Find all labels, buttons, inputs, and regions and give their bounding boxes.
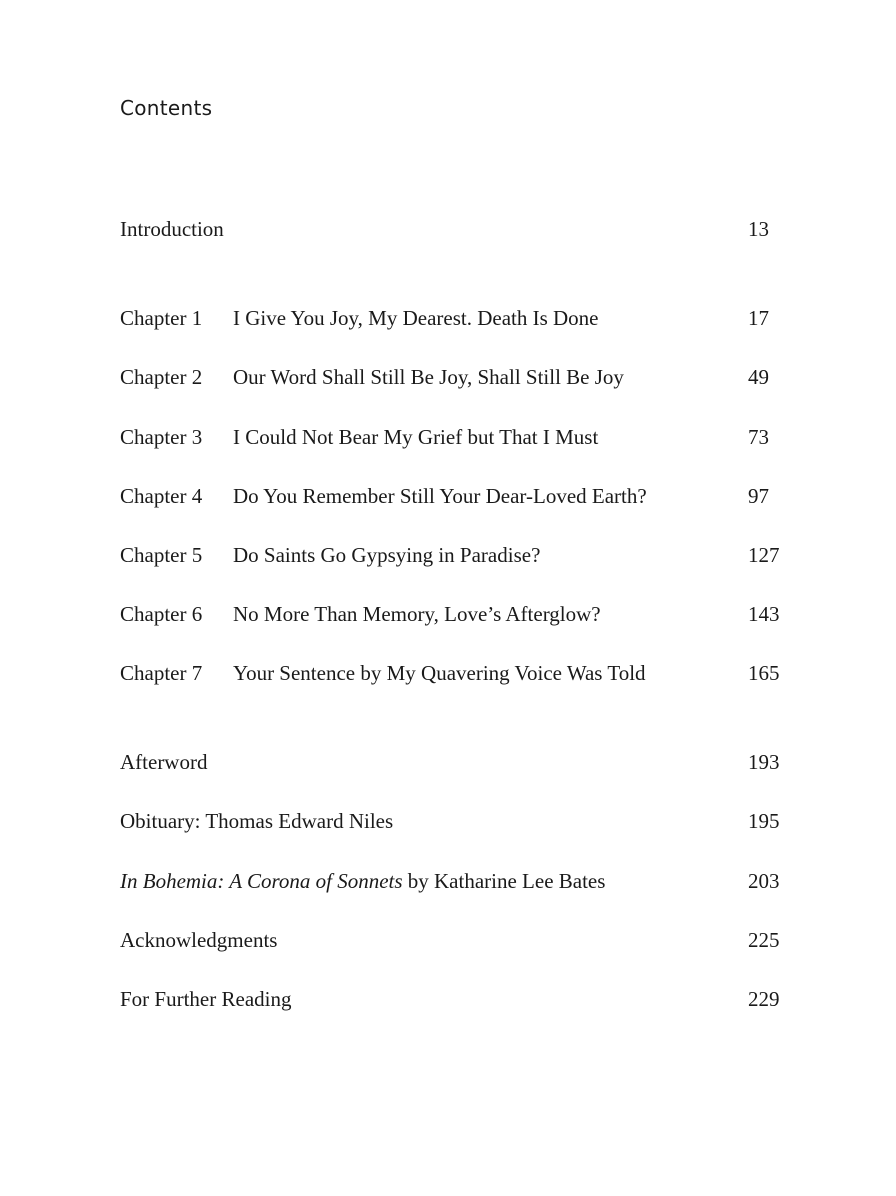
page-number: 73 [748, 425, 769, 449]
toc-entry-afterword [120, 747, 800, 777]
chapter-title: Do You Remember Still Your Dear-Loved Earth? [233, 484, 647, 508]
toc-entry-chapter-1 [120, 303, 800, 333]
page-number: 13 [748, 217, 769, 241]
entry-title: Afterword [120, 750, 208, 774]
chapter-title: Your Sentence by My Quavering Voice Was Told [233, 661, 646, 685]
toc-entry-in-bohemia [120, 866, 800, 896]
page-number: 97 [748, 484, 769, 508]
entry-title: Acknowledgments [120, 928, 278, 952]
page-number: 127 [748, 543, 780, 567]
entry-title-author: by Katharine Lee Bates [402, 869, 606, 893]
page-number: 49 [748, 365, 769, 389]
toc-entry-obituary [120, 806, 800, 836]
chapter-title: Our Word Shall Still Be Joy, Shall Still Be Joy [233, 365, 624, 389]
toc-entry-chapter-7 [120, 658, 800, 688]
entry-title: Obituary: Thomas Edward Niles [120, 809, 394, 833]
toc-entry-chapter-6 [120, 599, 800, 629]
page-number: 229 [748, 987, 780, 1011]
chapter-label: Chapter 7 [120, 661, 203, 685]
toc-entry-introduction [120, 214, 800, 244]
toc-entry-acknowledgments [120, 925, 800, 955]
toc-entry-chapter-5 [120, 540, 800, 570]
toc-entry-chapter-2 [120, 362, 800, 392]
toc-entry-further-reading [120, 984, 800, 1014]
entry-title: Introduction [120, 217, 224, 241]
chapter-title: Do Saints Go Gypsying in Paradise? [233, 543, 541, 567]
chapter-label: Chapter 4 [120, 484, 203, 508]
page-number: 165 [748, 661, 780, 685]
entry-title: For Further Reading [120, 987, 292, 1011]
chapter-title: I Give You Joy, My Dearest. Death Is Done [233, 306, 599, 330]
chapter-title: No More Than Memory, Love’s Afterglow? [233, 602, 601, 626]
entry-title-italic: In Bohemia: A Corona of Sonnets [120, 869, 403, 893]
chapter-label: Chapter 1 [120, 306, 203, 330]
chapter-label: Chapter 2 [120, 365, 203, 389]
page-number: 195 [748, 809, 780, 833]
chapter-label: Chapter 6 [120, 602, 203, 626]
chapter-label: Chapter 3 [120, 425, 203, 449]
page-number: 17 [748, 306, 769, 330]
entry-title [120, 866, 605, 896]
page-number: 225 [748, 928, 780, 952]
page-number: 193 [748, 750, 780, 774]
toc-entry-chapter-3 [120, 422, 800, 452]
chapter-label: Chapter 5 [120, 543, 203, 567]
page-number: 143 [748, 602, 780, 626]
page-title: Contents [120, 96, 213, 120]
toc-entry-chapter-4 [120, 481, 800, 511]
chapter-title: I Could Not Bear My Grief but That I Must [233, 425, 599, 449]
page-number: 203 [748, 869, 780, 893]
